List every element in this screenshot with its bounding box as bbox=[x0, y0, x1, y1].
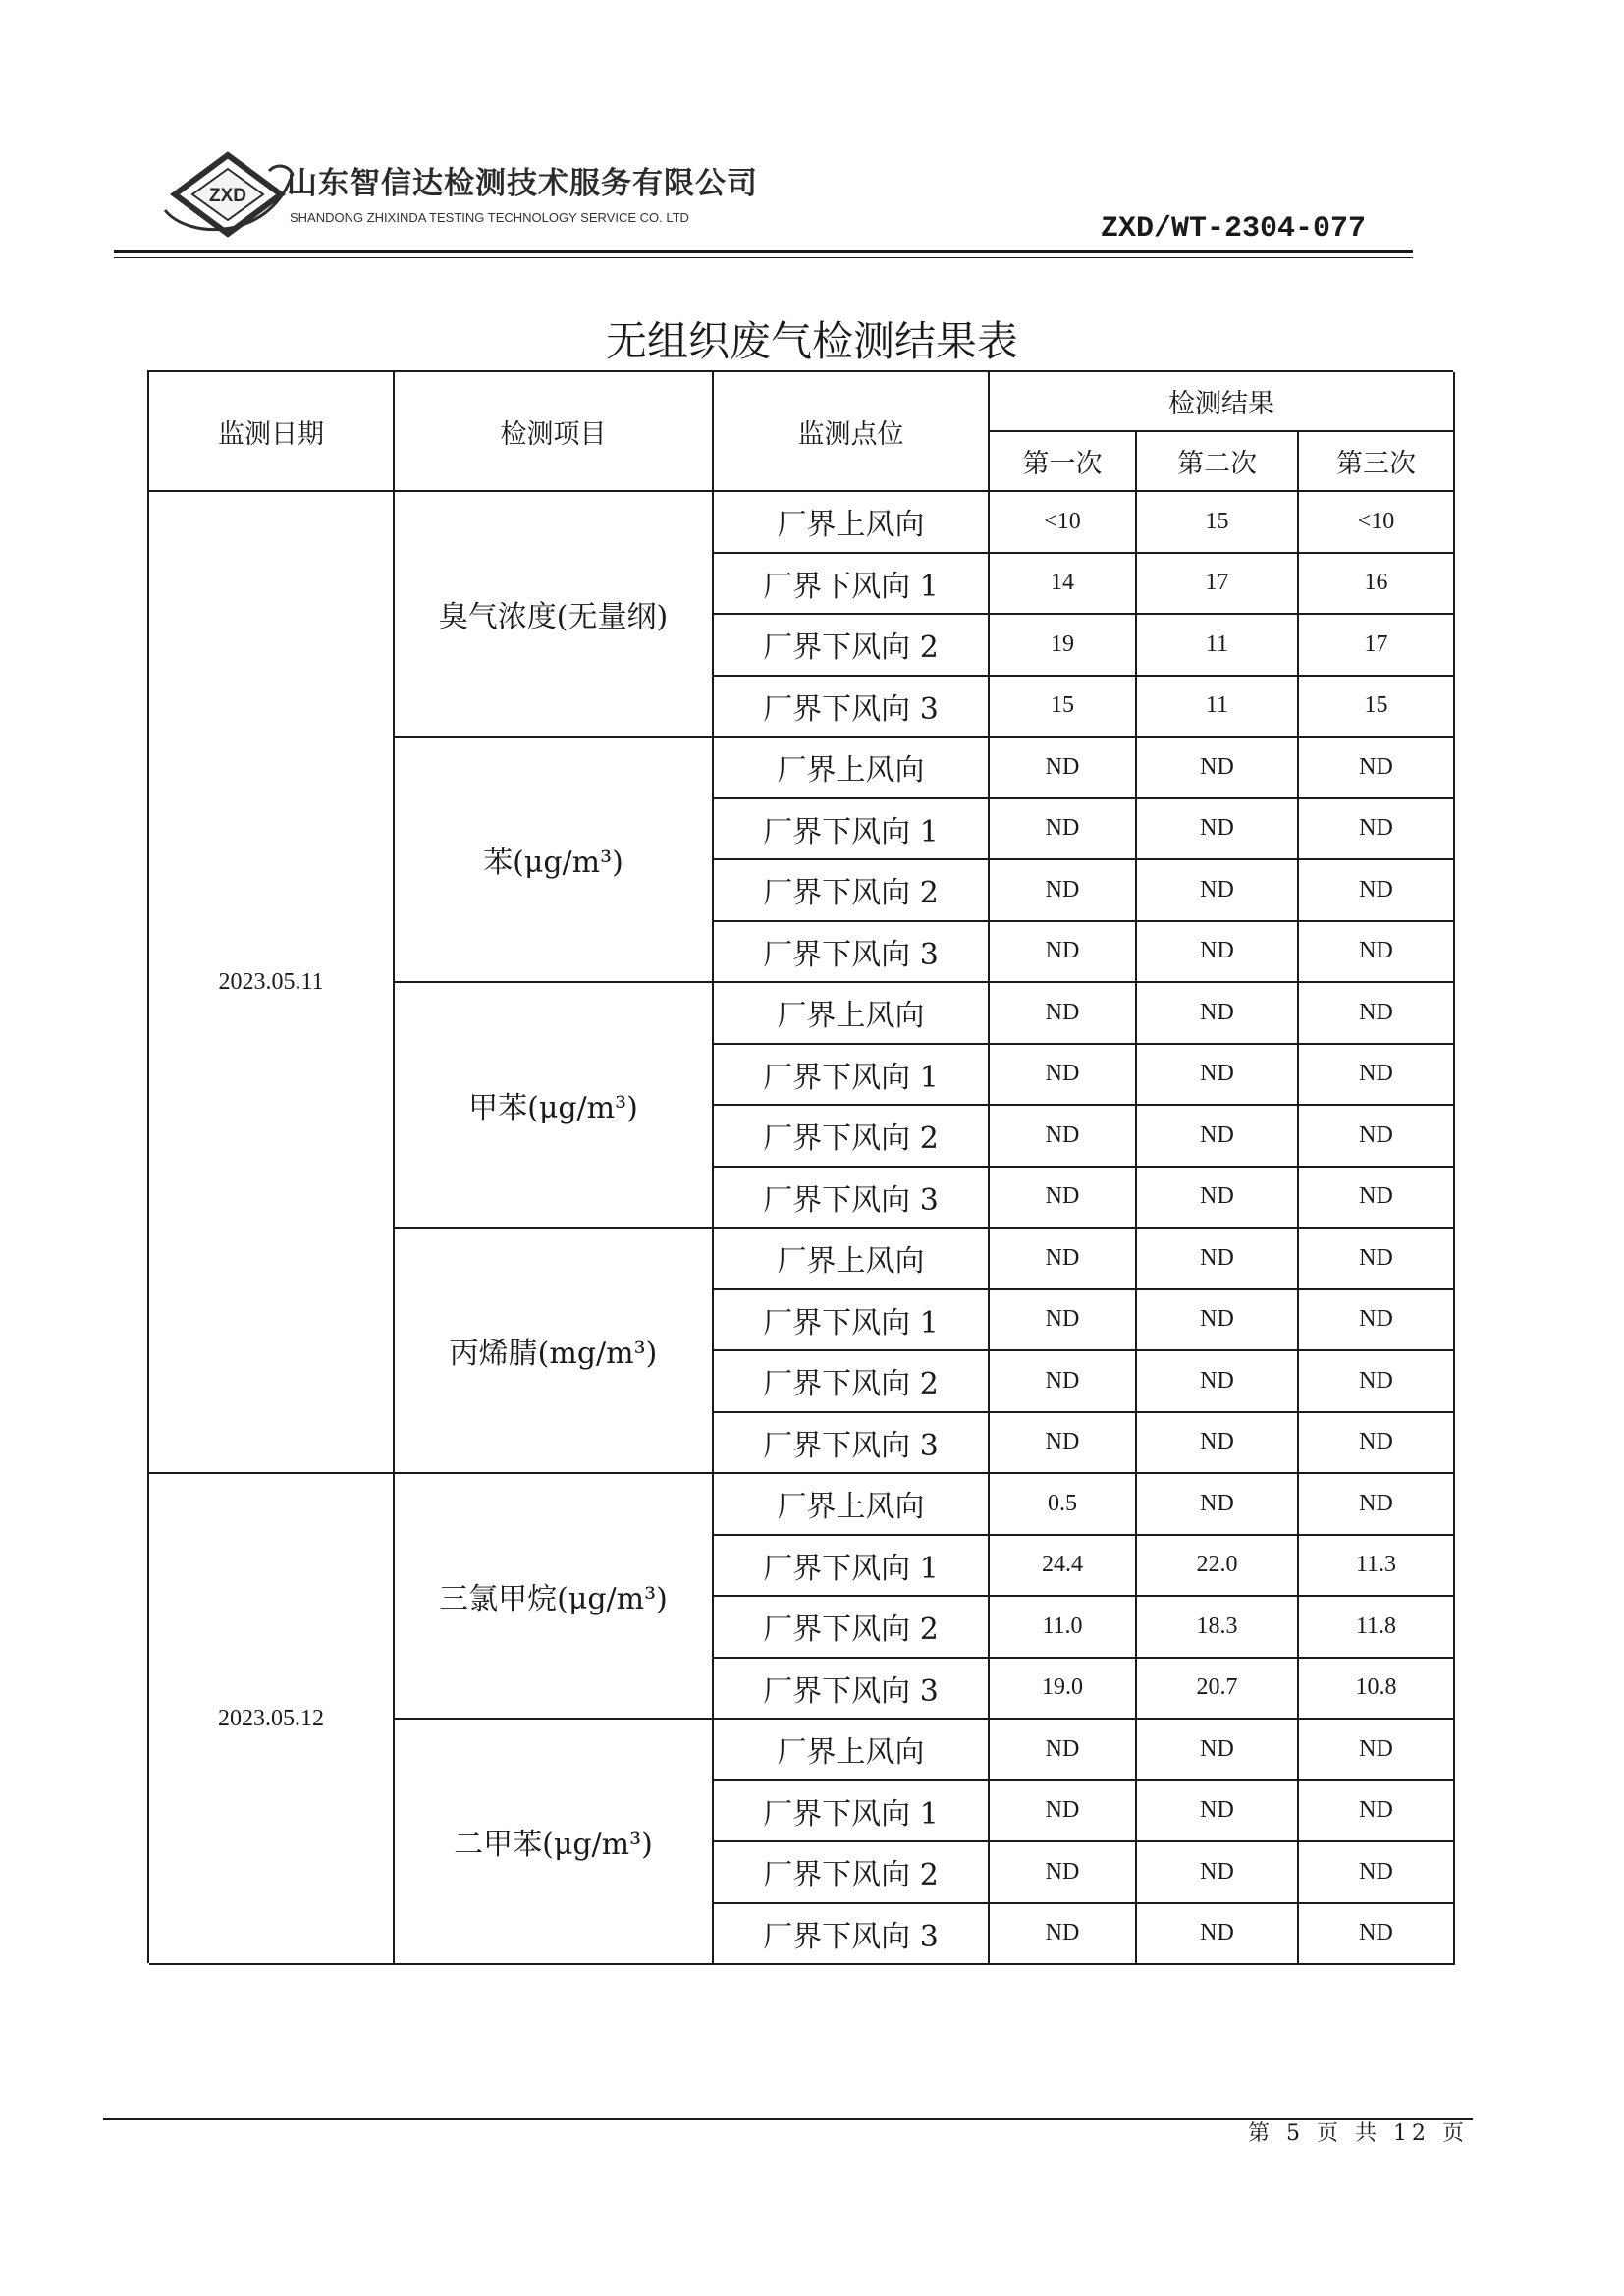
monitoring-point: 厂界上风向 bbox=[714, 738, 990, 799]
result-value: ND bbox=[990, 1045, 1137, 1107]
result-value: 11.3 bbox=[1299, 1536, 1455, 1598]
result-value: 15 bbox=[990, 677, 1137, 738]
result-value: ND bbox=[1137, 1720, 1299, 1781]
result-value: <10 bbox=[1299, 492, 1455, 554]
result-value: 19 bbox=[990, 615, 1137, 677]
monitoring-point: 厂界下风向 3 bbox=[714, 1659, 990, 1721]
report-number: ZXD/WT-2304-077 bbox=[1100, 212, 1366, 246]
result-value: ND bbox=[1299, 1045, 1455, 1107]
result-value: ND bbox=[1137, 1229, 1299, 1290]
result-value: ND bbox=[1299, 1351, 1455, 1413]
test-item: 三氯甲烷(μg/m³) bbox=[395, 1474, 714, 1720]
result-value: ND bbox=[1299, 860, 1455, 922]
result-value: 17 bbox=[1137, 554, 1299, 616]
monitoring-point: 厂界下风向 3 bbox=[714, 1904, 990, 1966]
result-value: ND bbox=[1137, 860, 1299, 922]
monitoring-point: 厂界上风向 bbox=[714, 1720, 990, 1781]
result-value: <10 bbox=[990, 492, 1137, 554]
footer-divider bbox=[103, 2118, 1473, 2120]
result-value: ND bbox=[990, 1106, 1137, 1168]
company-logo bbox=[159, 149, 297, 240]
result-value: ND bbox=[1299, 1781, 1455, 1843]
test-item: 甲苯(μg/m³) bbox=[395, 983, 714, 1229]
result-value: ND bbox=[1137, 1904, 1299, 1966]
result-value: ND bbox=[1299, 922, 1455, 984]
result-value: ND bbox=[990, 1904, 1137, 1966]
result-value: ND bbox=[990, 1290, 1137, 1352]
result-value: ND bbox=[1137, 1045, 1299, 1107]
result-value: ND bbox=[1137, 738, 1299, 799]
result-value: ND bbox=[1299, 799, 1455, 861]
result-value: 0.5 bbox=[990, 1474, 1137, 1536]
column-header-item: 检测项目 bbox=[395, 372, 714, 492]
result-value: ND bbox=[1299, 1413, 1455, 1475]
result-value: ND bbox=[1299, 1904, 1455, 1966]
company-name-cn: 山东智信达检测技术服务有限公司 bbox=[287, 166, 758, 201]
result-value: 24.4 bbox=[990, 1536, 1137, 1598]
result-value: ND bbox=[1137, 1106, 1299, 1168]
result-value: ND bbox=[1137, 1168, 1299, 1230]
monitoring-point: 厂界下风向 2 bbox=[714, 615, 990, 677]
monitoring-point: 厂界下风向 1 bbox=[714, 799, 990, 861]
monitoring-point: 厂界下风向 3 bbox=[714, 1413, 990, 1475]
result-value: ND bbox=[1137, 922, 1299, 984]
monitoring-point: 厂界下风向 2 bbox=[714, 1351, 990, 1413]
result-value: 11.0 bbox=[990, 1597, 1137, 1659]
logo-mark: ZXD bbox=[209, 186, 246, 206]
page-number: 第 5 页 共 12 页 bbox=[1248, 2121, 1469, 2146]
header-divider-thin bbox=[114, 257, 1413, 258]
result-value: ND bbox=[1299, 1720, 1455, 1781]
result-value: ND bbox=[990, 1168, 1137, 1230]
monitoring-point: 厂界下风向 1 bbox=[714, 1536, 990, 1598]
results-table bbox=[147, 370, 1453, 1963]
result-value: ND bbox=[1299, 1290, 1455, 1352]
result-value: ND bbox=[990, 1413, 1137, 1475]
column-header-date: 监测日期 bbox=[149, 372, 395, 492]
result-value: ND bbox=[990, 738, 1137, 799]
monitoring-date: 2023.05.11 bbox=[149, 492, 395, 1474]
column-header-results: 检测结果 bbox=[990, 372, 1455, 432]
result-value: ND bbox=[1299, 983, 1455, 1045]
monitoring-point: 厂界下风向 2 bbox=[714, 1106, 990, 1168]
result-value: ND bbox=[990, 1720, 1137, 1781]
result-value: ND bbox=[990, 1229, 1137, 1290]
result-value: ND bbox=[1137, 983, 1299, 1045]
monitoring-point: 厂界下风向 1 bbox=[714, 1781, 990, 1843]
result-value: ND bbox=[990, 922, 1137, 984]
result-value: 11.8 bbox=[1299, 1597, 1455, 1659]
result-value: ND bbox=[1137, 1474, 1299, 1536]
result-value: ND bbox=[1299, 1168, 1455, 1230]
result-value: ND bbox=[990, 1842, 1137, 1904]
monitoring-point: 厂界下风向 2 bbox=[714, 860, 990, 922]
monitoring-point: 厂界下风向 1 bbox=[714, 554, 990, 616]
result-value: 18.3 bbox=[1137, 1597, 1299, 1659]
test-item: 苯(μg/m³) bbox=[395, 738, 714, 983]
result-value: 16 bbox=[1299, 554, 1455, 616]
monitoring-point: 厂界上风向 bbox=[714, 983, 990, 1045]
result-value: ND bbox=[1299, 1842, 1455, 1904]
result-value: ND bbox=[1137, 1351, 1299, 1413]
monitoring-date: 2023.05.12 bbox=[149, 1474, 395, 1965]
monitoring-point: 厂界上风向 bbox=[714, 1229, 990, 1290]
test-item: 丙烯腈(mg/m³) bbox=[395, 1229, 714, 1474]
result-value: 17 bbox=[1299, 615, 1455, 677]
result-value: ND bbox=[1137, 799, 1299, 861]
result-value: 20.7 bbox=[1137, 1659, 1299, 1721]
table-title: 无组织废气检测结果表 bbox=[605, 317, 1018, 365]
result-value: ND bbox=[1137, 1781, 1299, 1843]
column-header-round-2: 第二次 bbox=[1137, 432, 1299, 492]
column-header-round-3: 第三次 bbox=[1299, 432, 1455, 492]
result-value: 15 bbox=[1137, 492, 1299, 554]
result-value: 19.0 bbox=[990, 1659, 1137, 1721]
result-value: 15 bbox=[1299, 677, 1455, 738]
column-header-point: 监测点位 bbox=[714, 372, 990, 492]
result-value: ND bbox=[1137, 1290, 1299, 1352]
result-value: ND bbox=[990, 1351, 1137, 1413]
monitoring-point: 厂界下风向 1 bbox=[714, 1045, 990, 1107]
header-divider-thick bbox=[114, 250, 1413, 253]
result-value: ND bbox=[990, 799, 1137, 861]
result-value: ND bbox=[1299, 738, 1455, 799]
result-value: ND bbox=[990, 1781, 1137, 1843]
monitoring-point: 厂界下风向 2 bbox=[714, 1842, 990, 1904]
result-value: ND bbox=[1299, 1474, 1455, 1536]
column-header-round-1: 第一次 bbox=[990, 432, 1137, 492]
monitoring-point: 厂界下风向 1 bbox=[714, 1290, 990, 1352]
monitoring-point: 厂界下风向 3 bbox=[714, 677, 990, 738]
monitoring-point: 厂界下风向 3 bbox=[714, 1168, 990, 1230]
company-name-en: SHANDONG ZHIXINDA TESTING TECHNOLOGY SERVICE CO. LTD bbox=[290, 210, 689, 225]
result-value: ND bbox=[990, 860, 1137, 922]
monitoring-point: 厂界下风向 2 bbox=[714, 1597, 990, 1659]
result-value: 22.0 bbox=[1137, 1536, 1299, 1598]
result-value: 11 bbox=[1137, 615, 1299, 677]
test-item: 二甲苯(μg/m³) bbox=[395, 1720, 714, 1965]
result-value: 14 bbox=[990, 554, 1137, 616]
result-value: ND bbox=[1137, 1413, 1299, 1475]
monitoring-point: 厂界下风向 3 bbox=[714, 922, 990, 984]
monitoring-point: 厂界上风向 bbox=[714, 492, 990, 554]
result-value: ND bbox=[1137, 1842, 1299, 1904]
monitoring-point: 厂界上风向 bbox=[714, 1474, 990, 1536]
result-value: ND bbox=[1299, 1106, 1455, 1168]
test-item: 臭气浓度(无量纲) bbox=[395, 492, 714, 738]
result-value: ND bbox=[1299, 1229, 1455, 1290]
result-value: 11 bbox=[1137, 677, 1299, 738]
result-value: ND bbox=[990, 983, 1137, 1045]
result-value: 10.8 bbox=[1299, 1659, 1455, 1721]
